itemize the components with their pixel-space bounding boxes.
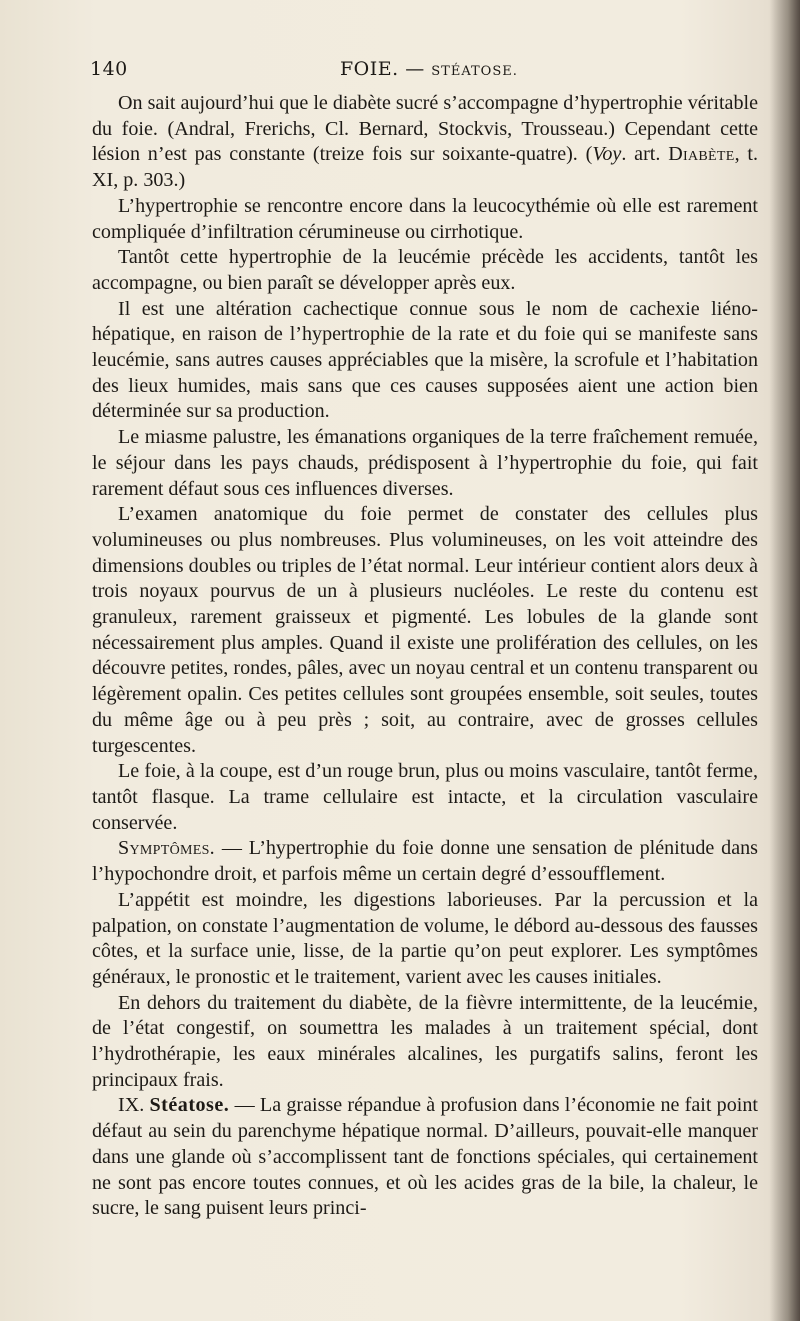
paragraph-diabete [92,91,758,194]
body-text [92,91,758,1222]
dash: — [215,837,249,860]
paragraph-text: On sait aujourd’hui que le diabète sucré s’accompagne d’hypertrophie véritable du foie. (Andral, Frerichs, Cl. Bernard, Stockvis, Trousseau.) Cependant cette lésion n’est pas constante (treize fois sur soixante-quatre). [92,92,758,166]
page-number: 140 [90,58,128,80]
page-header [90,58,760,86]
paragraph-appetit: L’appétit est moindre, les digestions laborieuses. Par la percussion et la palpation, on constate l’augmentation de volume, le débord au-dessous des fausses côtes, et la surface unie, lisse, de la partie qu’on peut explorer. Les symptômes généraux, le pronostic et le traitement, varient avec les causes initiales. [92,888,758,988]
paragraph-cachexie: Il est une altération cachectique connue sous le nom de cachexie liéno-hépatique, en raison de l’hypertrophie de la rate et du foie qui se manifeste sans leucémie, sans autres causes appréciables que la misère, la scrofule et l’habitation des lieux humides, mais sans que ces causes supposées aient une action bien déterminée sur sa production. [92,297,758,423]
voy-abbrev: Voy [592,143,622,166]
section-title-steatose: Stéatose. [149,1094,230,1117]
running-head-title: FOIE. — [340,58,425,80]
paragraph-leucocythemie: L’hypertrophie se rencontre encore dans la leucocythémie où elle est rarement compliquée d’infiltration cérumineuse ou cirrhotique. [92,194,758,243]
section-label-symptomes: Symptômes. [118,837,215,860]
paragraph-miasme: Le miasme palustre, les émanations organiques de la terre fraîchement remuée, le séjour dans les pays chauds, prédisposent à l’hypertrophie du foie, qui fait rarement défaut sous ces influences diverses. [92,426,758,500]
paragraph-symptomes [92,836,758,887]
paragraph-steatose [92,1093,758,1222]
paragraph-examen: L’examen anatomique du foie permet de constater des cellules plus volumineuses ou plus nombreuses. Plus volumineuses, on les voit atteindre des dimensions doubles ou triples de l’état normal. Leur intérieur contient alors deux à trois noyaux pourvus de un à plusieurs nucléoles. Le reste du contenu est granuleux, rarement graisseux et pigmenté. Les lobules de la glande sont nécessairement plus amples. Quand il existe une prolifération des cellules, on les découvre petites, rondes, pâles, avec un noyau central et un contenu transparent ou légèrement opalin. Ces petites cellules sont groupées ensemble, soit seules, toutes du même âge ou à peu près ; soit, au contraire, avec de grosses cellules turgescentes. [92,503,758,757]
open-paren: ( [585,143,593,166]
cross-reference: Diabète [668,143,735,166]
running-head-subtitle: STÉATOSE. [431,64,518,79]
paragraph-traitement: En dehors du traitement du diabète, de la fièvre intermittente, de la leucémie, de l’état congestif, on soumettra les malades à un traitement spécial, dont l’hydrothérapie, les eaux minérales alcalines, les purgatifs salins, feront les principaux frais. [92,991,758,1091]
section-number: IX. [118,1094,145,1117]
paragraph-text: — La graisse répandue à profusion dans l’économie ne fait point défaut au sein du parenchyme hépatique normal. D’ailleurs, pouvait-elle manquer dans une glande où s’accomplissent tant de fonctions spéciales, qui certainement ne sont pas encore toutes connues, et où les acides gras de la bile, la chaleur, le sucre, le sang puisent leurs princi- [92,1094,758,1220]
gutter-shadow [770,0,800,1321]
cross-reference-location: , t. XI, p. 303.) [92,143,758,192]
paragraph-leucemie: Tantôt cette hypertrophie de la leucémie précède les accidents, tantôt les accompagne, ou bien paraît se développer après eux. [92,246,758,294]
paragraph-coupe: Le foie, à la coupe, est d’un rouge brun, plus ou moins vasculaire, tantôt ferme, tantôt flasque. La trame cellulaire est intacte, et la circulation vasculaire conservée. [92,760,758,834]
paragraph-text: L’hypertrophie du foie donne une sensation de plénitude dans l’hypochondre droit, et parfois même un certain degré d’essoufflement. [92,837,759,886]
voy-rest: . art. [621,143,661,166]
running-head [340,58,518,80]
